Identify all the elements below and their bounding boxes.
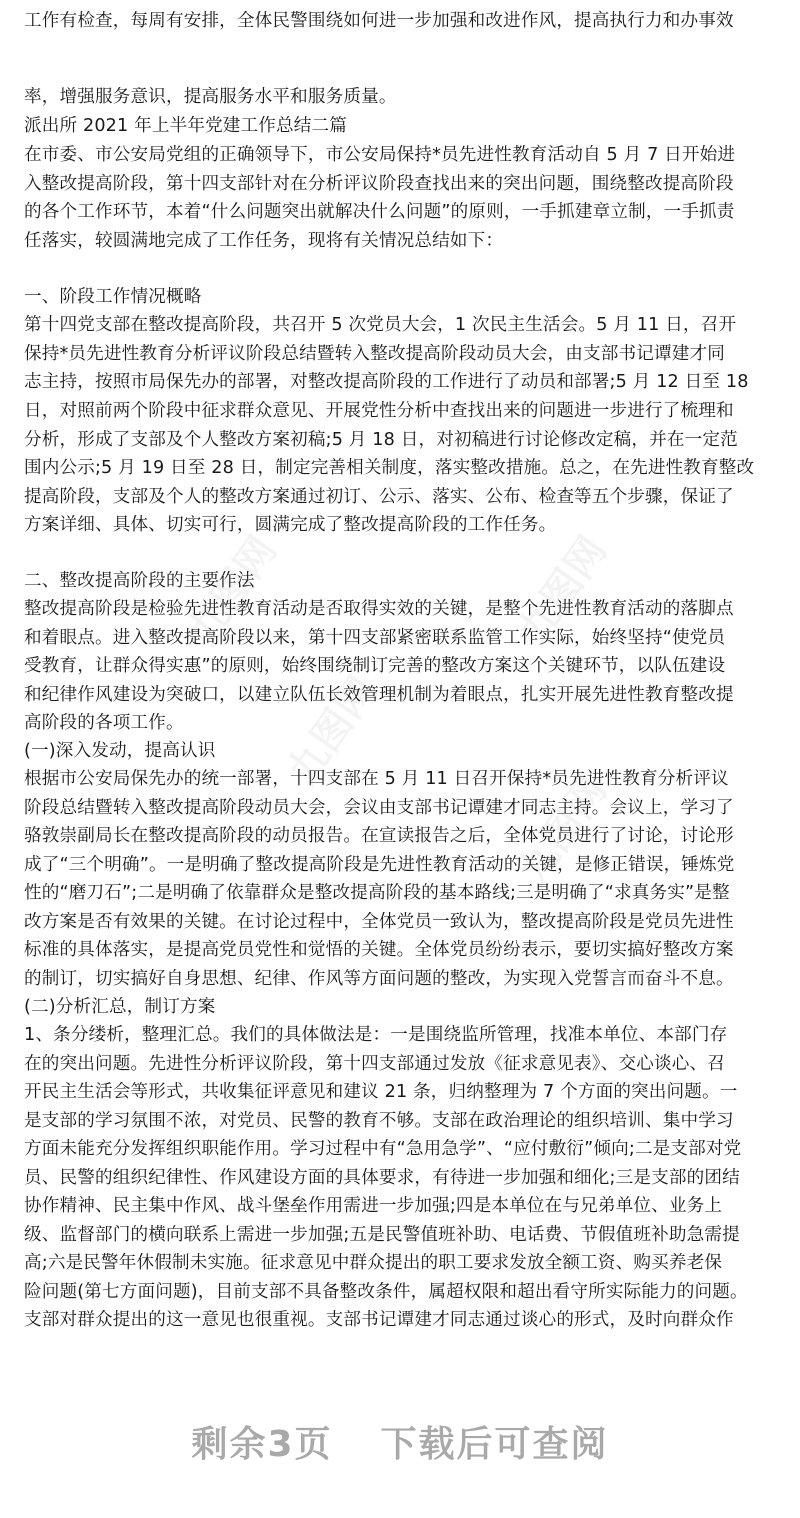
subheading-1: (一)深入发动，提高认识 bbox=[24, 741, 216, 761]
text-line: 的制订，切实搞好自身思想、纪律、作风等方面问题的整改，为实现入党誓言而奋斗不息。 bbox=[24, 969, 734, 989]
text-line: 骆敦崇副局长在整改提高阶段的动员报告。在宣读报告之后，全体党员进行了讨论，讨论形 bbox=[24, 826, 734, 846]
download-to-view-label: 下载后可查阅 bbox=[380, 1424, 609, 1465]
text-line: 改方案是否有效果的关键。在讨论过程中，全体党员一致认为，整改提高阶段是党员先进性 bbox=[24, 912, 734, 932]
text-line: 性的“磨刀石”;二是明确了依靠群众是整改提高阶段的基本路线;三是明确了“求真务实”是整 bbox=[24, 883, 730, 903]
text-line: 和着眼点。进入整改提高阶段以来，第十四支部紧密联系监管工作实际，始终坚持“使党员 bbox=[24, 628, 726, 648]
text-line: 第十四党支部在整改提高阶段，共召开 5 次党员大会，1 次民主生活会。5 月 11 日，召开 bbox=[24, 315, 737, 335]
text-line: 分析，形成了支部及个人整改方案初稿;5 月 18 日，对初稿进行讨论修改定稿，并在一定范 bbox=[24, 430, 738, 450]
text-line: 支部对群众提出的这一意见也很重视。支部书记谭建才同志通过谈心的形式，及时向群众作 bbox=[24, 1310, 734, 1330]
text-line: 高;六是民警年休假制未实施。征求意见中群众提出的职工要求发放全额工资、购买养老保 bbox=[24, 1253, 723, 1273]
text-line: 率，增强服务意识，提高服务水平和服务质量。 bbox=[24, 87, 397, 107]
text-line: 提高阶段，支部及个人的整改方案通过初订、公示、落实、公布、检查等五个步骤，保证了 bbox=[24, 487, 734, 507]
text-line: 在的突出问题。先进性分析评议阶段，第十四支部通过发放《征求意见表》、交心谈心、召 bbox=[24, 1054, 725, 1074]
text-line: 高阶段的各项工作。 bbox=[24, 713, 184, 733]
text-line: 方案详细、具体、切实可行，圆满完成了整改提高阶段的工作任务。 bbox=[24, 515, 557, 535]
text-line: 协作精神、民主集中作风、战斗堡垒作用需进一步加强;四是本单位在与兄弟单位、业务上 bbox=[24, 1196, 723, 1216]
text-line: 围内公示;5 月 19 日至 28 日，制定完善相关制度，落实整改措施。总之，在先进性教育整改 bbox=[24, 458, 755, 478]
text-line: 险问题(第七方面问题)，目前支部不具备整改条件，属超权限和超出看守所实际能力的问题。 bbox=[24, 1282, 748, 1302]
text-line: 日，对照前两个阶段中征求群众意见、开展党性分析中查找出来的问题进一步进行了梳理和 bbox=[24, 401, 734, 421]
text-line: 工作有检查，每周有安排，全体民警围绕如何进一步加强和改进作风，提高执行力和办事效 bbox=[24, 11, 734, 31]
text-line: 根据市公安局保先办的统一部署，十四支部在 5 月 11 日召开保持*员先进性教育分析评议 bbox=[24, 769, 729, 789]
text-line: 保持*员先进性教育分析评议阶段总结暨转入整改提高阶段动员大会，由支部书记谭建才同 bbox=[24, 344, 725, 364]
text-line: 整改提高阶段是检验先进性教育活动是否取得实效的关键，是整个先进性教育活动的落脚点 bbox=[24, 599, 734, 619]
section-title: 派出所 2021 年上半年党建工作总结二篇 bbox=[24, 116, 348, 136]
text-line: 方面未能充分发挥组织职能作用。学习过程中有“急用急学”、“应付敷衍”倾向;二是支部对党 bbox=[24, 1139, 742, 1159]
text-line: 入整改提高阶段，第十四支部针对在分析评议阶段查找出来的突出问题，围绕整改提高阶段 bbox=[24, 174, 734, 194]
remaining-pages-label: 剩余3页 bbox=[191, 1424, 333, 1465]
text-line: 1、条分缕析，整理汇总。我们的具体做法是：一是围绕监所管理，找准本单位、本部门存 bbox=[24, 1025, 728, 1045]
text-line: 任落实，较圆满地完成了工作任务，现将有关情况总结如下： bbox=[24, 231, 504, 251]
text-line: 在市委、市公安局党组的正确领导下，市公安局保持*员先进性教育活动自 5 月 7 日开始进 bbox=[24, 145, 736, 165]
text-line: 志主持，按照市局保先办的部署，对整改提高阶段的工作进行了动员和部署;5 月 12 日至 18 bbox=[24, 372, 749, 392]
text-line: 标准的具体落实，是提高党员党性和觉悟的关键。全体党员纷纷表示，要切实搞好整改方案 bbox=[24, 940, 734, 960]
subheading-2: (二)分析汇总，制订方案 bbox=[24, 997, 216, 1017]
text-line: 是支部的学习氛围不浓，对党员、民警的教育不够。支部在政治理论的组织培训、集中学习 bbox=[24, 1111, 734, 1131]
text-line: 的各个工作环节，本着“什么问题突出就解决什么问题”的原则，一手抓建章立制，一手抓责 bbox=[24, 202, 735, 222]
download-prompt[interactable] bbox=[0, 1416, 800, 1467]
heading-2: 二、整改提高阶段的主要作法 bbox=[24, 571, 255, 591]
text-line: 和纪律作风建设为突破口，以建立队伍长效管理机制为着眼点，扎实开展先进性教育整改提 bbox=[24, 685, 734, 705]
heading-1: 一、阶段工作情况概略 bbox=[24, 287, 202, 307]
text-line: 级、监督部门的横向联系上需进一步加强;五是民警值班补助、电话费、节假值班补助急需提 bbox=[24, 1225, 740, 1245]
text-line: 员、民警的组织纪律性、作风建设方面的具体要求，有待进一步加强和细化;三是支部的团结 bbox=[24, 1168, 740, 1188]
text-line: 开民主生活会等形式，共收集征评意见和建议 21 条，归纳整理为 7 个方面的突出问题。一 bbox=[24, 1082, 738, 1102]
text-line: 受教育，让群众得实惠”的原则，始终围绕制订完善的整改方案这个关键环节，以队伍建设 bbox=[24, 656, 726, 676]
text-line: 成了“三个明确”。一是明确了整改提高阶段是先进性教育活动的关键，是修正错误，锤炼党 bbox=[24, 855, 735, 875]
text-line: 阶段总结暨转入整改提高阶段动员大会，会议由支部书记谭建才同志主持。会议上，学习了 bbox=[24, 798, 734, 818]
